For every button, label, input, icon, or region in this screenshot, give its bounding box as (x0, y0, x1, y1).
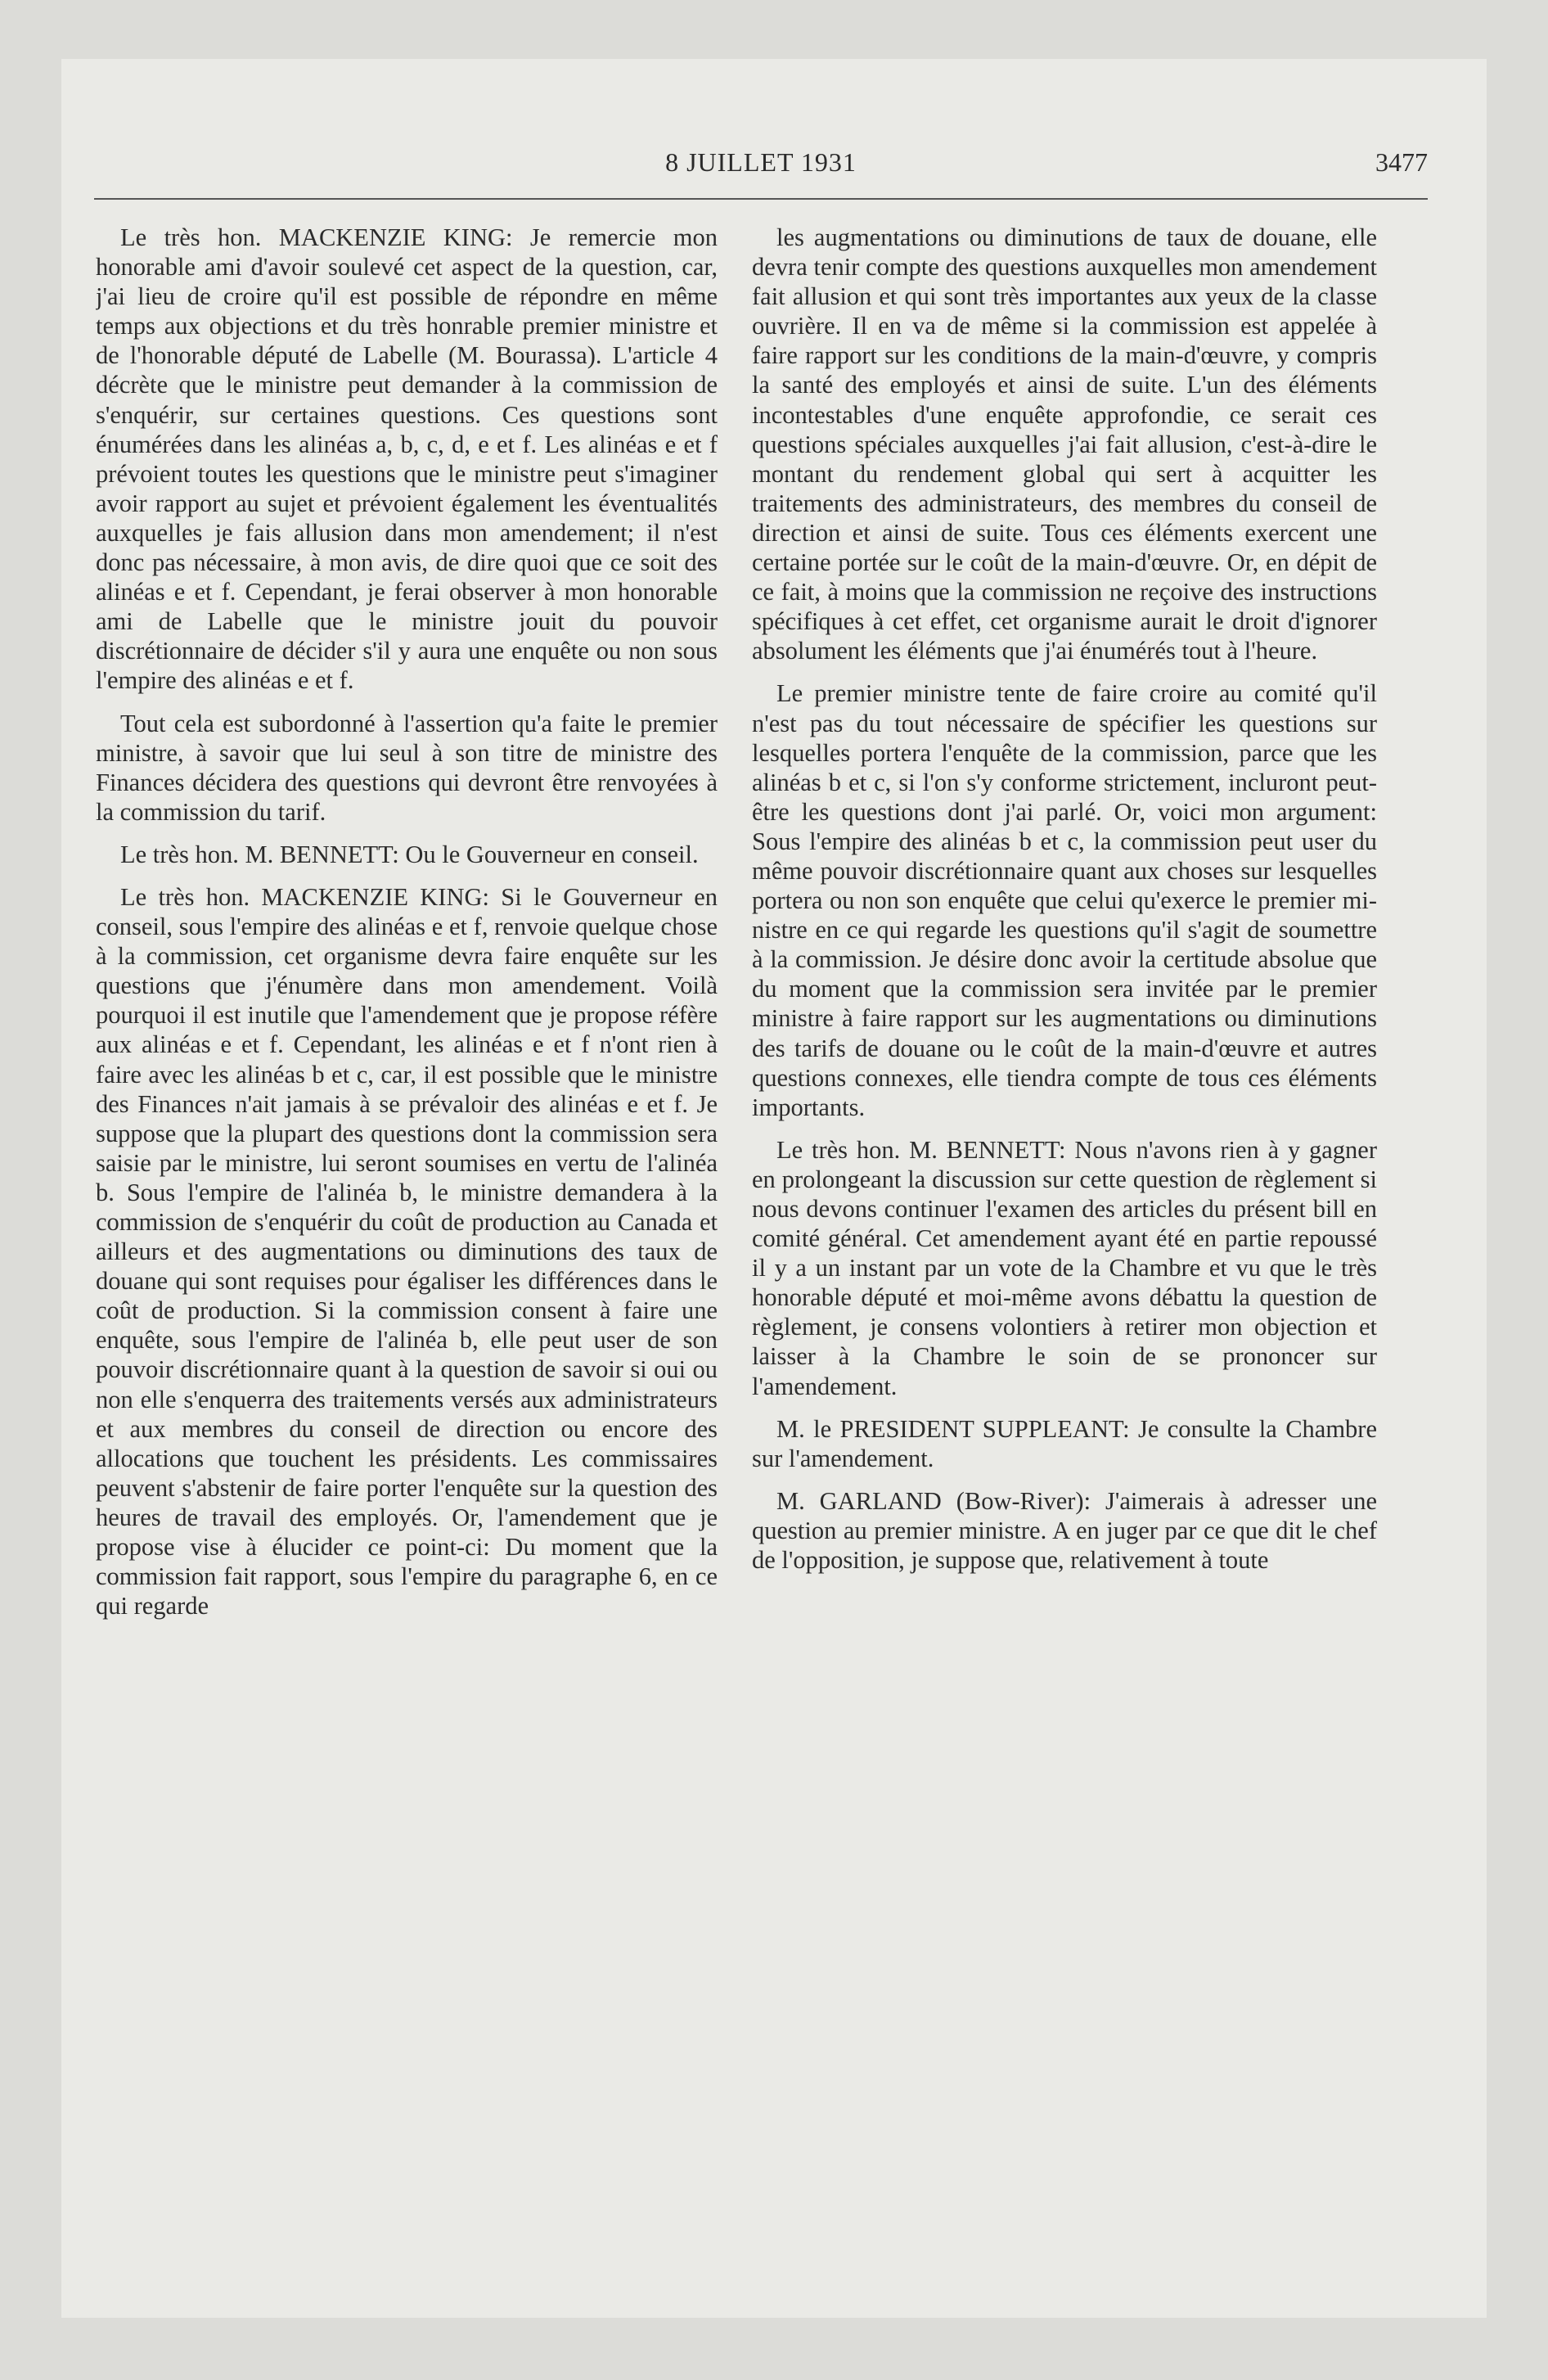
paragraph: M. le PRESIDENT SUPPLEANT: Je consulte la Chambre sur l'amendement. (752, 1414, 1377, 1472)
paragraph: Le très hon. M. BENNETT: Nous n'avons rien à y gagner en prolongeant la discussion sur cette question de règlement si nous devons continuer l'examen des articles du présent bill en comité général. Cet amendement ayant été en partie repoussé il y a un instant par un vote de la Chambre et vu que le très honorable député et moi-même avons débattu la question de règlement, je consens volontiers à retirer mon objection et laisser à la Chambre le soin de se prononcer sur l'amendement. (752, 1135, 1377, 1400)
paragraph: les augmentations ou diminutions de taux de douane, elle devra tenir compte des questions auxquelles mon amendement fait allusion et qui sont très importantes aux yeux de la classe ouvrière. Il en va de même si la commission est appelée à faire rapport sur les conditions de la main-d'œuvre, y compris la santé des employés et ainsi de suite. L'un des éléments incontestables d'une enquête approfondie, ce serait ces questions spéciales auxquelles j'ai fait allusion, c'est-à-dire le montant du rendement global qui sert à acquitter les traitements des administrateurs, des membres du conseil de direction et ainsi de suite. Tous ces éléments exercent une certaine portée sur le coût de la main-d'œuvre. Or, en dépit de ce fait, à moins que la commission ne reçoive des instructions spécifiques à cet effet, cet organisme aurait le droit d'ignorer absolument les éléments que j'ai énumérés tout à l'heure. (752, 223, 1377, 665)
header-rule (94, 198, 1428, 200)
page-number: 3477 (1375, 147, 1428, 177)
paragraph: M. GARLAND (Bow-River): J'aimerais à adresser une question au premier ministre. A en juger par ce que dit le chef de l'opposition, je suppose que, relativement à toute (752, 1486, 1377, 1575)
paragraph: Le très hon. MACKENZIE KING: Si le Gouverneur en conseil, sous l'empire des alinéas e et f, renvoie quelque chose à la commission, cet organisme devra faire enquête sur les questions que j'énumère dans mon amendement. Voilà pourquoi il est inutile que l'amendement que je propose réfère aux alinéas e et f. Cependant, les alinéas e et f n'ont rien à faire avec les alinéas b et c, car, il est possible que le ministre des Finances n'ait jamais à se prévaloir des alinéas e et f. Je suppose que la plupart des questions dont la commission sera saisie par le ministre, lui seront soumises en vertu de l'alinéa b. Sous l'empire de l'alinéa b, le ministre demandera à la commission de s'enquérir du coût de production au Canada et ailleurs et des augmentations ou diminutions des taux de douane qui sont requises pour égaliser les différences dans le coût de production. Si la commission consent à faire une enquête, sous l'empire de l'alinéa b, elle peut user de son pouvoir discrétionnaire quant à la question de savoir si oui ou non elle s'enquerra des traitements versés aux administrateurs et aux membres du conseil de direction ou encore des allocations que touchent les présidents. Les commissaires peuvent s'abstenir de faire porter l'enquête sur la question des heures de travail des employés. Or, l'amendement que je propose vise à élucider ce point-ci: Du moment que la commission fait rapport, sous l'empire du paragraphe 6, en ce qui regarde (96, 882, 718, 1620)
paragraph: Le très hon. M. BENNETT: Ou le Gouverneur en conseil. (120, 840, 699, 868)
paragraph: Tout cela est subordonné à l'assertion qu'a faite le premier ministre, à savoir que lui seul à son titre de ministre des Finances décidera des questions qui devront être renvoyées à la commission du tarif. (96, 709, 718, 826)
right-column (752, 223, 1377, 2285)
left-column (96, 223, 718, 2285)
hansard-page (61, 59, 1487, 2318)
paragraph: Le premier ministre tente de faire croire au comité qu'il n'est pas du tout nécessaire de spécifier les questions sur lesquelles portera l'enquête de la commission, parce que les alinéas b et c, si l'on s'y conforme strictement, incluront peut-être les questions dont j'ai parlé. Or, voici mon argument: Sous l'empire des alinéas b et c, la commission peut user du même pouvoir discrétionnaire quant aux choses sur lesquelles portera ou non son enquête que celui qu'exerce le premier ministre en ce qui regarde les questions qu'il s'agit de soumettre à la commission. Je désire donc avoir la certitude absolue que du moment que la commission sera invitée par le premier ministre à faire rapport sur les augmentations ou diminutions des tarifs de douane ou le coût de la main-d'œuvre et autres questions connexes, elle tiendra compte de tous ces éléments importants. (752, 679, 1377, 1121)
paragraph: Le très hon. MACKENZIE KING: Je remercie mon honorable ami d'avoir soulevé cet aspect de la question, car, j'ai lieu de croire qu'il est possible de répondre en même temps aux objections et du très honrable premier ministre et de l'honorable député de Labelle (M. Bourassa). L'article 4 décrète que le ministre peut demander à la commission de s'enquérir, sur certaines questions. Ces questions sont énumérées dans les alinéas a, b, c, d, e et f. Les alinéas e et f prévoient toutes les questions que le ministre peut s'imaginer avoir rapport au sujet et prévoient également les éventualités auxquelles je fais allusion dans mon amendement; il n'est donc pas nécessaire, à mon avis, de dire quoi que ce soit des alinéas e et f. Cependant, je ferai observer à mon honorable ami de Labelle que le ministre jouit du pouvoir discrétionnaire de décider s'il y aura une enquête ou non sous l'empire des alinéas e et f. (96, 223, 718, 695)
page-header (94, 147, 1428, 196)
header-date: 8 JUILLET 1931 (665, 147, 857, 177)
